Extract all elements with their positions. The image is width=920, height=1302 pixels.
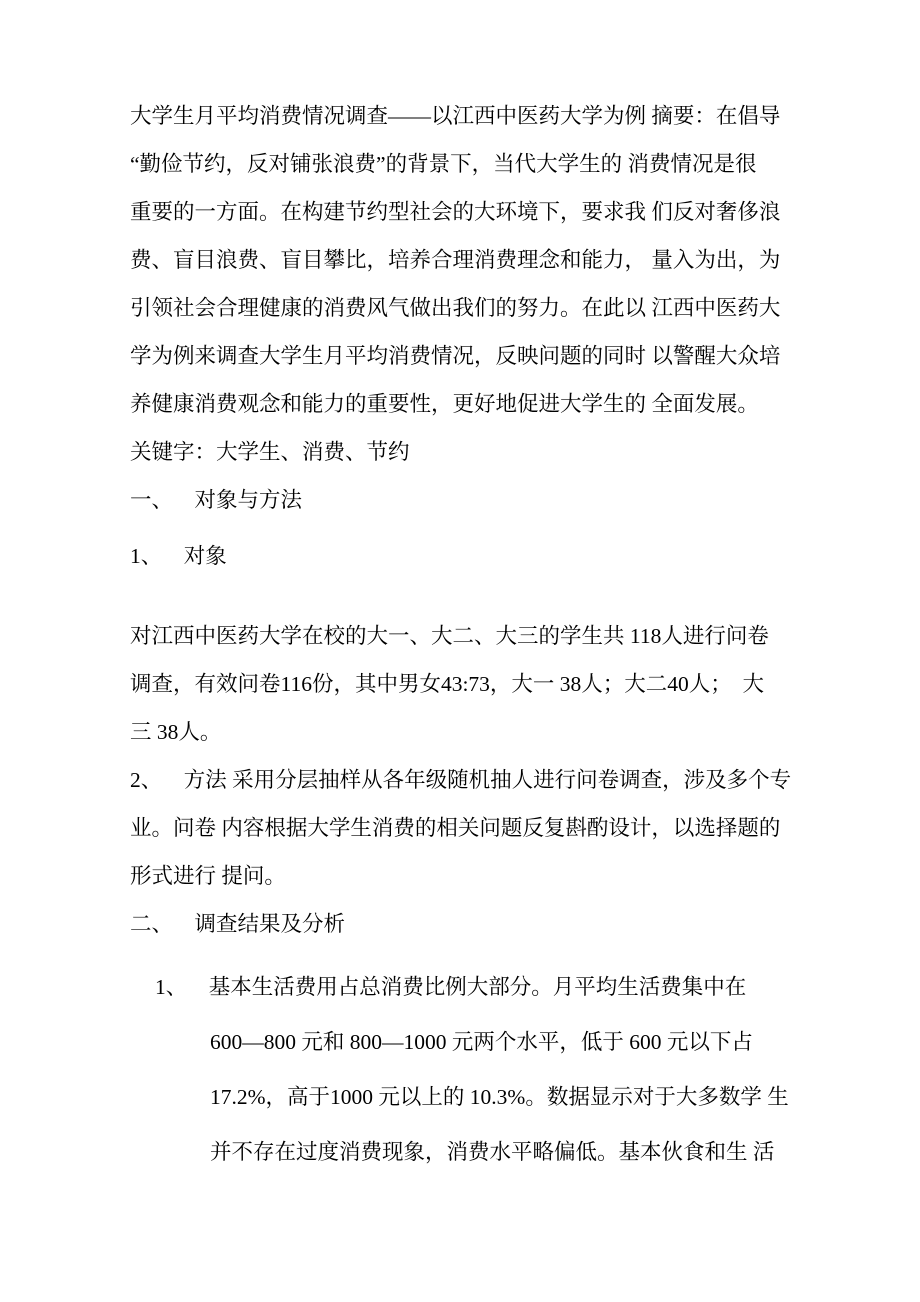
- block-result-item-1: [130, 960, 794, 1180]
- text-line: 17.2%，高于1000 元以上的 10.3%。数据显示对于大多数学 生: [210, 1085, 789, 1109]
- text-line: “勤俭节约，反对铺张浪费”的背景下，当代大学生的 消费情况是很: [130, 152, 757, 176]
- text-line: 关键字：大学生、消费、节约: [130, 440, 410, 464]
- text-line: 1、 对象: [130, 544, 227, 568]
- text-line: 业。问卷 内容根据大学生消费的相关问题反复斟酌设计，以选择题的: [130, 816, 781, 840]
- text-line: 调查，有效问卷116份，其中男女43:73，大一 38人；大二40人； 大: [130, 672, 765, 696]
- text-line: 引领社会合理健康的消费风气做出我们的努力。在此以 江西中医药大: [130, 296, 781, 320]
- block-survey-subjects-paragraph: [130, 612, 794, 756]
- text-line: 600—800 元和 800—1000 元两个水平，低于 600 元以下占: [210, 1030, 753, 1054]
- text-line: 三 38人。: [130, 720, 222, 744]
- block-section-1-sub-1: [130, 532, 794, 580]
- text-line: 费、盲目浪费、盲目攀比，培养合理消费理念和能力， 量入为出，为: [130, 248, 781, 272]
- text-line: 一、 对象与方法: [130, 488, 303, 512]
- block-keywords: [130, 428, 794, 476]
- text-line: 对江西中医药大学在校的大一、大二、大三的学生共 118人进行问卷: [130, 624, 769, 648]
- text-line: 并不存在过度消费现象，消费水平略偏低。基本伙食和生 活: [210, 1140, 775, 1164]
- text-line: 二、 调查结果及分析: [130, 912, 346, 936]
- text-line: 大学生月平均消费情况调查——以江西中医药大学为例 摘要：在倡导: [130, 104, 781, 128]
- block-section-2-heading: [130, 900, 794, 948]
- text-line: 重要的一方面。在构建节约型社会的大环境下，要求我 们反对奢侈浪: [130, 200, 781, 224]
- text-line: 2、 方法 采用分层抽样从各年级随机抽人进行问卷调查，涉及多个专: [130, 768, 792, 792]
- text-line: 1、 基本生活费用占总消费比例大部分。月平均生活费集中在: [155, 975, 747, 999]
- text-line: 形式进行 提问。: [130, 864, 286, 888]
- block-section-1-heading: [130, 476, 794, 524]
- text-line: 学为例来调查大学生月平均消费情况，反映问题的同时 以警醒大众培: [130, 344, 781, 368]
- block-survey-method-paragraph: [130, 756, 794, 900]
- block-title-abstract: [130, 92, 794, 428]
- text-line: 养健康消费观念和能力的重要性，更好地促进大学生的 全面发展。: [130, 392, 759, 416]
